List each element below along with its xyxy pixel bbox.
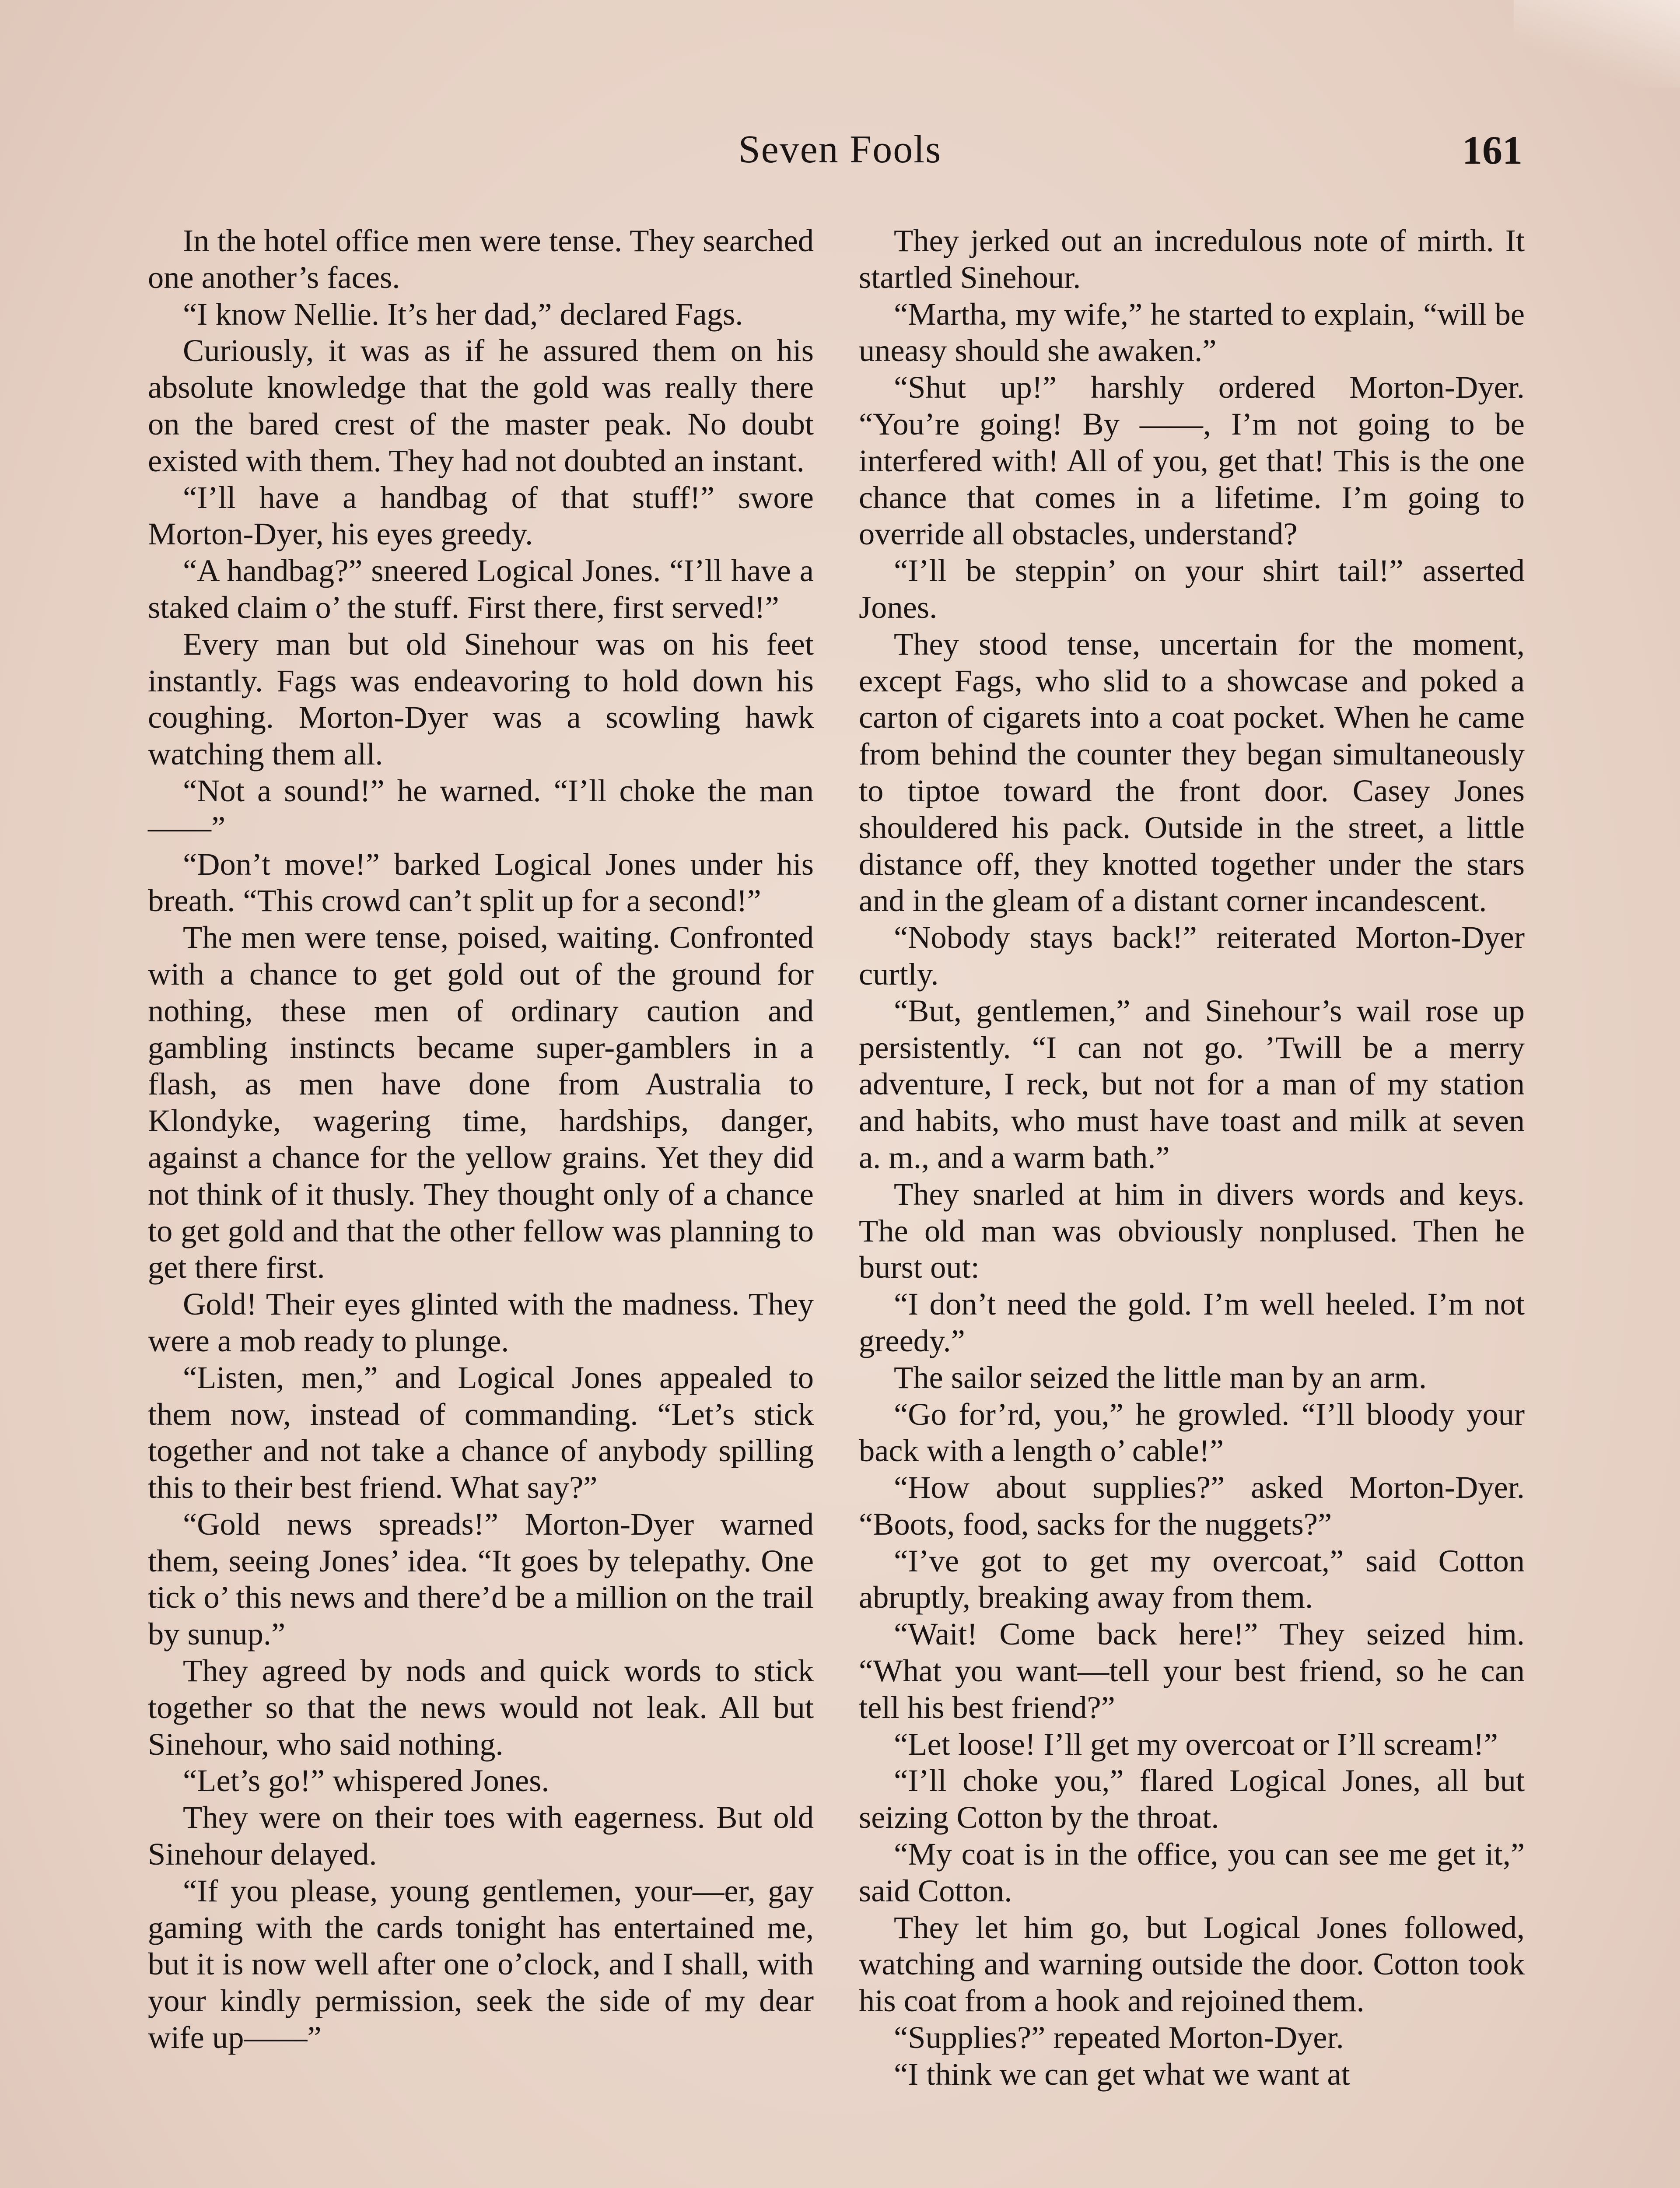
paragraph: “Go for’rd, you,” he growled. “I’ll bloody your back with a length o’ cable!”	[859, 1396, 1525, 1469]
paragraph: “Listen, men,” and Logical Jones appealed to them now, instead of commanding. “Let’s stick together and not take a chance of anybody spilling this to their best friend. What say?”	[148, 1359, 814, 1505]
paragraph: “If you please, young gentlemen, your—er, gay gaming with the cards tonight has entertained me, but it is now well after one o’clock, and I shall, with your kindly permission, seek the side of my dear wife up——”	[148, 1872, 814, 2055]
paragraph: “I know Nellie. It’s her dad,” declared Fags.	[183, 296, 743, 332]
paragraph: They stood tense, uncertain for the moment, except Fags, who slid to a showcase and poked a carton of cigarets into a coat pocket. When he came from behind the counter they began simultaneously to tiptoe toward the front door. Casey Jones shouldered his pack. Outside in the street, a little distance off, they knotted together under the stars and in the gleam of a distant corner incandescent.	[859, 626, 1525, 919]
paragraph: “Shut up!” harshly ordered Morton-Dyer. “You’re going! By ——, I’m not going to be interfered with! All of you, get that! This is the one chance that comes in a lifetime. I’m going to override all obstacles, understand?	[859, 369, 1525, 552]
paragraph: “Let loose! I’ll get my overcoat or I’ll scream!”	[894, 1726, 1498, 1762]
paragraph: “How about supplies?” asked Morton-Dyer. “Boots, food, sacks for the nuggets?”	[859, 1469, 1525, 1542]
paragraph: “Don’t move!” barked Logical Jones under his breath. “This crowd can’t split up for a second!”	[148, 846, 814, 919]
paragraph: Curiously, it was as if he assured them on his absolute knowledge that the gold was really there on the bared crest of the master peak. No doubt existed with them. They had not doubted an instant.	[148, 333, 814, 478]
paragraph: “I think we can get what we want at	[894, 2056, 1350, 2092]
paragraph: Gold! Their eyes glinted with the madness. They were a mob ready to plunge.	[148, 1286, 814, 1358]
page-edge	[1514, 0, 1680, 88]
paragraph: “I’ve got to get my overcoat,” said Cotton abruptly, breaking away from them.	[859, 1543, 1525, 1615]
paragraph: The men were tense, poised, waiting. Confronted with a chance to get gold out of the ground for nothing, these men of ordinary caution and gambling instincts became super-gamblers in a flash, as men have done from Australia to Klondyke, wagering time, hardships, danger, against a chance for the yellow grains. Yet they did not think of it thusly. They thought only of a chance to get gold and that the other fellow was planning to get there first.	[148, 919, 814, 1285]
paragraph: In the hotel office men were tense. They searched one another’s faces.	[148, 223, 814, 295]
paragraph: The sailor seized the little man by an arm.	[894, 1359, 1427, 1395]
paragraph: Every man but old Sinehour was on his feet instantly. Fags was endeavoring to hold down his coughing. Morton-Dyer was a scowling hawk watching them all.	[148, 626, 814, 772]
paragraph: They were on their toes with eagerness. But old Sinehour delayed.	[148, 1799, 814, 1872]
right-column	[859, 222, 1525, 2093]
paragraph: They snarled at him in divers words and keys. The old man was obviously nonplused. Then he burst out:	[859, 1176, 1525, 1285]
paragraph: They agreed by nods and quick words to stick together so that the news would not leak. All but Sinehour, who said nothing.	[148, 1653, 814, 1762]
paragraph: They let him go, but Logical Jones followed, watching and warning outside the door. Cotton took his coat from a hook and rejoined them.	[859, 1909, 1525, 2019]
paragraph: “I’ll be steppin’ on your shirt tail!” asserted Jones.	[859, 553, 1525, 625]
paragraph: “Supplies?” repeated Morton-Dyer.	[894, 2020, 1344, 2055]
paragraph: “Martha, my wife,” he started to explain, “will be uneasy should she awaken.”	[859, 296, 1525, 368]
paragraph: “Wait! Come back here!” They seized him. “What you want—tell your best friend, so he can tell his best friend?”	[859, 1616, 1525, 1725]
paragraph: “But, gentlemen,” and Sinehour’s wail rose up persistently. “I can not go. ’Twill be a merry adventure, I reck, but not for a man of my station and habits, who must have toast and milk at seven a. m., and a warm bath.”	[859, 992, 1525, 1175]
paragraph: “I don’t need the gold. I’m well heeled. I’m not greedy.”	[859, 1286, 1525, 1358]
paragraph: “My coat is in the office, you can see me get it,” said Cotton.	[859, 1836, 1525, 1908]
paragraph: They jerked out an incredulous note of mirth. It startled Sinehour.	[859, 223, 1525, 295]
paragraph: “I’ll choke you,” flared Logical Jones, all but seizing Cotton by the throat.	[859, 1763, 1525, 1835]
paragraph: “A handbag?” sneered Logical Jones. “I’ll have a staked claim o’ the stuff. First there, first served!”	[148, 553, 814, 625]
paragraph: “Let’s go!” whispered Jones.	[183, 1763, 550, 1799]
paragraph: “Gold news spreads!” Morton-Dyer warned them, seeing Jones’ idea. “It goes by telepathy. One tick o’ this news and there’d be a million on the trail by sunup.”	[148, 1506, 814, 1652]
paragraph: “Nobody stays back!” reiterated Morton-Dyer curtly.	[859, 919, 1525, 992]
paragraph: “I’ll have a handbag of that stuff!” swore Morton-Dyer, his eyes greedy.	[148, 479, 814, 552]
left-column	[148, 222, 814, 2056]
running-head-title: Seven Fools	[738, 128, 942, 171]
page-number: 161	[1462, 128, 1522, 172]
paragraph: “Not a sound!” he warned. “I’ll choke the man——”	[148, 772, 814, 845]
